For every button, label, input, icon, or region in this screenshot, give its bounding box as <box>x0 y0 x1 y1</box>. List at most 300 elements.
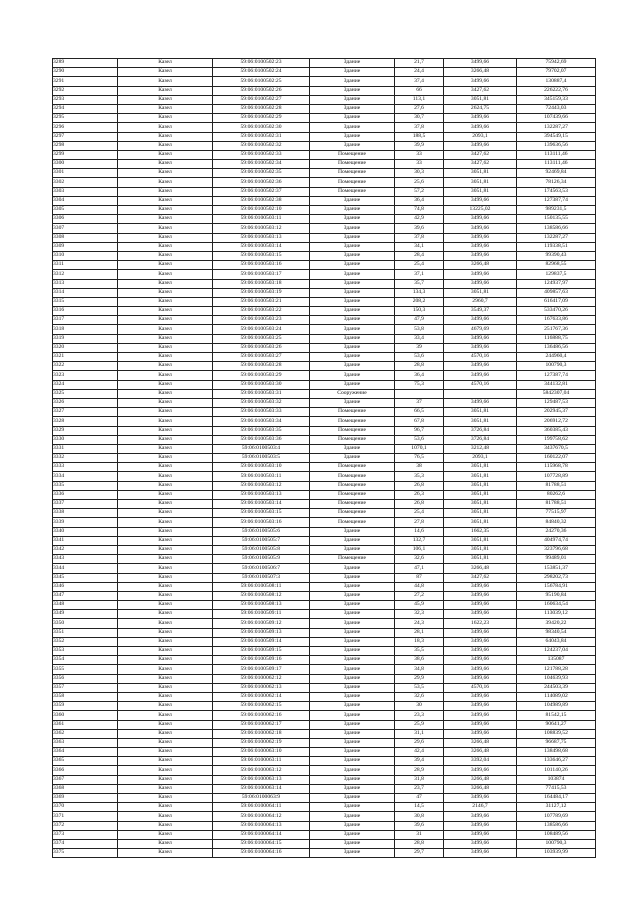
cell-cadastral-value: 100790,3 <box>517 839 596 848</box>
cell-row-number: 3336 <box>53 490 118 499</box>
cell-object-type: Здание <box>310 821 395 830</box>
cell-area: 29,9 <box>395 674 444 683</box>
cell-cadastral-number: 59:06:0100509:15 <box>213 647 310 656</box>
cell-object-type: Помещение <box>310 178 395 187</box>
table-row <box>53 720 596 729</box>
cell-cadastral-number: 59:06:0100503:15 <box>213 509 310 518</box>
cell-object-type: Здание <box>310 86 395 95</box>
cell-cadastral-value: 160122,07 <box>517 454 596 463</box>
cell-area: 34,1 <box>395 242 444 251</box>
cell-row-number: 3296 <box>53 123 118 132</box>
table-row <box>53 766 596 775</box>
cell-locality: Казел <box>118 656 213 665</box>
cell-object-type: Здание <box>310 573 395 582</box>
cell-row-number: 3352 <box>53 637 118 646</box>
cell-cadastral-number: 59:06:0100508:12 <box>213 591 310 600</box>
cell-locality: Казел <box>118 545 213 554</box>
cell-cadastral-value: 616417,09 <box>517 297 596 306</box>
cell-locality: Казел <box>118 123 213 132</box>
cell-area: 1070,1 <box>395 444 444 453</box>
cell-row-number: 3354 <box>53 656 118 665</box>
cell-area: 27,6 <box>395 104 444 113</box>
table-row <box>53 362 596 371</box>
cell-cadastral-number: 59:06:0100503:4 <box>213 444 310 453</box>
cell-cadastral-value: 104989,89 <box>517 702 596 711</box>
cell-row-number: 3366 <box>53 766 118 775</box>
cell-cadastral-number: 59:06:0100063:10 <box>213 748 310 757</box>
cell-area: 26,8 <box>395 500 444 509</box>
cell-cadastral-value: 244960,4 <box>517 353 596 362</box>
cell-cadastral-value: 129487,53 <box>517 398 596 407</box>
cell-object-type: Здание <box>310 380 395 389</box>
cell-cadastral-number: 59:06:0100062:19 <box>213 738 310 747</box>
cell-locality: Казел <box>118 206 213 215</box>
table-row <box>53 417 596 426</box>
cell-locality: Казел <box>118 435 213 444</box>
cell-locality: Казел <box>118 555 213 564</box>
cell-area: 106,1 <box>395 545 444 554</box>
cell-object-type: Здание <box>310 757 395 766</box>
cell-object-type: Помещение <box>310 150 395 159</box>
cell-locality: Казел <box>118 821 213 830</box>
cell-area: 53,6 <box>395 435 444 444</box>
cell-specific-value: 3499,66 <box>444 729 517 738</box>
cell-cadastral-number: 59:06:0100505:8 <box>213 545 310 554</box>
cell-area: 39,4 <box>395 757 444 766</box>
cell-locality: Казел <box>118 472 213 481</box>
cell-specific-value: 3499,66 <box>444 821 517 830</box>
cell-cadastral-number: 59:06:0100503:12 <box>213 224 310 233</box>
cell-locality: Казел <box>118 674 213 683</box>
cell-area: 34,8 <box>395 665 444 674</box>
cell-row-number: 3322 <box>53 362 118 371</box>
cell-cadastral-value: 298202,73 <box>517 573 596 582</box>
table-row <box>53 444 596 453</box>
table-row <box>53 95 596 104</box>
table-row <box>53 288 596 297</box>
cell-row-number: 3315 <box>53 297 118 306</box>
cell-area: 150,3 <box>395 307 444 316</box>
cell-object-type: Здание <box>310 353 395 362</box>
cell-object-type: Помещение <box>310 518 395 527</box>
cell-row-number: 3292 <box>53 86 118 95</box>
cell-specific-value: 3051,81 <box>444 536 517 545</box>
cell-row-number: 3295 <box>53 114 118 123</box>
cell-locality: Казел <box>118 398 213 407</box>
cell-object-type: Здание <box>310 619 395 628</box>
cell-cadastral-number: 59:06:0100064:11 <box>213 803 310 812</box>
cell-cadastral-value: 160634,54 <box>517 601 596 610</box>
table-row <box>53 132 596 141</box>
table-row <box>53 472 596 481</box>
cell-specific-value: 3051,81 <box>444 187 517 196</box>
cell-row-number: 3304 <box>53 196 118 205</box>
cell-row-number: 3373 <box>53 830 118 839</box>
cell-specific-value: 3499,66 <box>444 371 517 380</box>
cell-locality: Казел <box>118 325 213 334</box>
cell-area: 113,1 <box>395 95 444 104</box>
cell-area: 37,8 <box>395 233 444 242</box>
cell-area: 24,4 <box>395 68 444 77</box>
cell-object-type: Здание <box>310 371 395 380</box>
cell-cadastral-number: 59:06:0100503:35 <box>213 426 310 435</box>
table-row <box>53 233 596 242</box>
table-row <box>53 454 596 463</box>
cell-cadastral-number: 59:06:0100502:28 <box>213 104 310 113</box>
cell-cadastral-number: 59:06:0100064:15 <box>213 839 310 848</box>
cell-area: 32,3 <box>395 610 444 619</box>
cell-cadastral-number: 59:06:0100063:9 <box>213 794 310 803</box>
cell-cadastral-value: 108839,52 <box>517 729 596 738</box>
table-row <box>53 68 596 77</box>
table-row <box>53 500 596 509</box>
cell-row-number: 3307 <box>53 224 118 233</box>
table-row <box>53 426 596 435</box>
cell-row-number: 3348 <box>53 601 118 610</box>
cell-area: 25,4 <box>395 261 444 270</box>
table-row <box>53 748 596 757</box>
cell-row-number: 3300 <box>53 160 118 169</box>
cell-area: 29,7 <box>395 849 444 858</box>
cell-area: 44,8 <box>395 582 444 591</box>
cell-cadastral-value: 244503,39 <box>517 683 596 692</box>
cell-cadastral-value: 989231,5 <box>517 206 596 215</box>
table-row <box>53 784 596 793</box>
cell-row-number: 3318 <box>53 325 118 334</box>
cell-specific-value: 3499,66 <box>444 270 517 279</box>
cell-cadastral-number: 59:06:0100503:12 <box>213 481 310 490</box>
cell-row-number: 3359 <box>53 702 118 711</box>
table-row <box>53 674 596 683</box>
cell-object-type: Здание <box>310 444 395 453</box>
cell-row-number: 3345 <box>53 573 118 582</box>
cell-cadastral-value: 104639,93 <box>517 674 596 683</box>
cell-cadastral-number: 59:06:0100062:12 <box>213 674 310 683</box>
table-row <box>53 619 596 628</box>
cell-object-type: Здание <box>310 95 395 104</box>
cell-area: 87 <box>395 573 444 582</box>
cell-cadastral-value: 344132,81 <box>517 380 596 389</box>
cell-row-number: 3350 <box>53 619 118 628</box>
cell-row-number: 3365 <box>53 757 118 766</box>
cell-object-type: Здание <box>310 545 395 554</box>
cell-cadastral-value: 135087 <box>517 656 596 665</box>
cell-locality: Казел <box>118 564 213 573</box>
cell-locality: Казел <box>118 68 213 77</box>
cell-specific-value: 2960,7 <box>444 297 517 306</box>
cell-locality: Казел <box>118 371 213 380</box>
cell-specific-value: 3499,66 <box>444 224 517 233</box>
cell-specific-value: 3051,81 <box>444 518 517 527</box>
cell-cadastral-number: 59:06:0100502:33 <box>213 150 310 159</box>
cell-cadastral-number: 59:06:0100062:16 <box>213 711 310 720</box>
cell-cadastral-value: 124937,97 <box>517 279 596 288</box>
cell-object-type: Здание <box>310 206 395 215</box>
cell-locality: Казел <box>118 196 213 205</box>
cell-row-number: 3342 <box>53 545 118 554</box>
cell-specific-value: 2146,7 <box>444 803 517 812</box>
cell-row-number: 3374 <box>53 839 118 848</box>
cell-object-type: Здание <box>310 196 395 205</box>
table-row <box>53 692 596 701</box>
cell-cadastral-value: 107789,69 <box>517 812 596 821</box>
cell-cadastral-number: 59:06:0100502:30 <box>213 123 310 132</box>
cell-object-type: Здание <box>310 812 395 821</box>
cell-area: 66 <box>395 86 444 95</box>
table-row <box>53 104 596 113</box>
cell-row-number: 3357 <box>53 683 118 692</box>
cell-object-type: Здание <box>310 297 395 306</box>
cell-object-type: Помещение <box>310 555 395 564</box>
cell-cadastral-number: 59:06:0100503:14 <box>213 242 310 251</box>
cell-cadastral-value: 31127,12 <box>517 803 596 812</box>
cell-row-number: 3332 <box>53 454 118 463</box>
cell-row-number: 3331 <box>53 444 118 453</box>
table-row <box>53 610 596 619</box>
table-row <box>53 794 596 803</box>
cell-cadastral-number: 59:06:0100502:34 <box>213 160 310 169</box>
cell-locality: Казел <box>118 481 213 490</box>
cell-locality: Казел <box>118 362 213 371</box>
cell-cadastral-value: 3437670,5 <box>517 444 596 453</box>
cell-locality: Казел <box>118 720 213 729</box>
cell-area: 28,8 <box>395 362 444 371</box>
cell-area: 28,4 <box>395 251 444 260</box>
cell-cadastral-value: 533470,26 <box>517 307 596 316</box>
cell-specific-value: 3051,81 <box>444 509 517 518</box>
cell-cadastral-number: 59:06:0100502:23 <box>213 59 310 68</box>
cell-cadastral-value: 251767,36 <box>517 325 596 334</box>
cell-object-type: Здание <box>310 775 395 784</box>
cell-object-type: Здание <box>310 738 395 747</box>
cell-object-type: Здание <box>310 674 395 683</box>
cell-area: 27,2 <box>395 591 444 600</box>
cell-area: 14,5 <box>395 803 444 812</box>
table-row <box>53 307 596 316</box>
table-row <box>53 297 596 306</box>
cell-area: 35,3 <box>395 472 444 481</box>
cell-cadastral-number: 59:06:0100505:9 <box>213 555 310 564</box>
cell-cadastral-value: 206912,72 <box>517 417 596 426</box>
cell-locality: Казел <box>118 803 213 812</box>
cell-object-type: Здание <box>310 766 395 775</box>
cell-cadastral-value: 107728,89 <box>517 472 596 481</box>
cell-cadastral-number: 59:06:0100502:32 <box>213 141 310 150</box>
cell-row-number: 3363 <box>53 738 118 747</box>
cell-specific-value: 3499,66 <box>444 591 517 600</box>
table-row <box>53 279 596 288</box>
cell-row-number: 3327 <box>53 408 118 417</box>
cell-locality: Казел <box>118 830 213 839</box>
table-row <box>53 463 596 472</box>
cell-object-type: Помещение <box>310 417 395 426</box>
cell-cadastral-value: 107439,66 <box>517 114 596 123</box>
cell-cadastral-value: 101140,26 <box>517 766 596 775</box>
cell-object-type: Здание <box>310 564 395 573</box>
cell-specific-value: 3499,66 <box>444 362 517 371</box>
cell-locality: Казел <box>118 132 213 141</box>
cell-area <box>395 389 444 398</box>
cell-area: 33,4 <box>395 334 444 343</box>
table-row <box>53 398 596 407</box>
cell-row-number: 3329 <box>53 426 118 435</box>
cell-area: 74,8 <box>395 206 444 215</box>
cell-specific-value: 3051,81 <box>444 500 517 509</box>
table-row <box>53 251 596 260</box>
cell-row-number: 3333 <box>53 463 118 472</box>
cell-cadastral-number: 59:06:0100503:22 <box>213 307 310 316</box>
cell-specific-value: 3499,66 <box>444 647 517 656</box>
cell-area: 36,4 <box>395 196 444 205</box>
cell-cadastral-number: 59:06:0100502:29 <box>213 114 310 123</box>
cell-cadastral-value: 99489,01 <box>517 555 596 564</box>
cell-cadastral-number: 59:06:0100503:21 <box>213 297 310 306</box>
cell-cadastral-number: 59:06:0100064:16 <box>213 849 310 858</box>
cell-cadastral-value: 124237,04 <box>517 647 596 656</box>
cell-locality: Казел <box>118 104 213 113</box>
cell-locality: Казел <box>118 601 213 610</box>
table-row <box>53 224 596 233</box>
cell-cadastral-number: 59:06:0100503:5 <box>213 454 310 463</box>
cell-cadastral-number: 59:06:0100503:13 <box>213 490 310 499</box>
cell-row-number: 3369 <box>53 794 118 803</box>
cell-cadastral-number: 59:06:0100502:36 <box>213 178 310 187</box>
cell-area: 26,8 <box>395 481 444 490</box>
cell-cadastral-value: 77415,53 <box>517 784 596 793</box>
cell-object-type: Здание <box>310 141 395 150</box>
cell-object-type: Здание <box>310 720 395 729</box>
table-row <box>53 353 596 362</box>
cell-area: 18,3 <box>395 637 444 646</box>
table-body <box>53 59 596 858</box>
cell-cadastral-number: 59:06:0100062:14 <box>213 692 310 701</box>
cell-object-type: Здание <box>310 343 395 352</box>
table-row <box>53 334 596 343</box>
cell-cadastral-value: 90641,27 <box>517 720 596 729</box>
cell-row-number: 3289 <box>53 59 118 68</box>
cell-cadastral-value: 121788,28 <box>517 665 596 674</box>
cell-locality: Казел <box>118 729 213 738</box>
cell-specific-value: 3051,81 <box>444 169 517 178</box>
cell-area: 47,1 <box>395 564 444 573</box>
cell-specific-value: 3499,66 <box>444 637 517 646</box>
cell-locality: Казел <box>118 334 213 343</box>
cell-cadastral-value: 127387,74 <box>517 371 596 380</box>
cell-locality: Казел <box>118 711 213 720</box>
cell-cadastral-number: 59:06:0100503:16 <box>213 518 310 527</box>
cell-locality: Казел <box>118 261 213 270</box>
cell-specific-value: 2093,1 <box>444 454 517 463</box>
cell-cadastral-value: 114089,02 <box>517 692 596 701</box>
cell-row-number: 3305 <box>53 206 118 215</box>
cell-specific-value: 3051,81 <box>444 463 517 472</box>
cell-row-number: 3310 <box>53 251 118 260</box>
cell-cadastral-number: 59:06:0100503:34 <box>213 417 310 426</box>
cell-specific-value: 3499,66 <box>444 123 517 132</box>
cell-object-type: Помещение <box>310 472 395 481</box>
cell-locality: Казел <box>118 610 213 619</box>
cell-specific-value: 3499,66 <box>444 316 517 325</box>
table-row <box>53 812 596 821</box>
table-row <box>53 325 596 334</box>
cell-object-type: Здание <box>310 601 395 610</box>
table-row <box>53 591 596 600</box>
cell-locality: Казел <box>118 343 213 352</box>
cell-object-type: Помещение <box>310 169 395 178</box>
cell-locality: Казел <box>118 380 213 389</box>
cell-row-number: 3301 <box>53 169 118 178</box>
cell-area: 53,6 <box>395 353 444 362</box>
table-row <box>53 160 596 169</box>
cell-row-number: 3317 <box>53 316 118 325</box>
cell-area: 28,8 <box>395 839 444 848</box>
cell-locality: Казел <box>118 738 213 747</box>
cell-cadastral-value: 174563,53 <box>517 187 596 196</box>
cell-area: 35,7 <box>395 279 444 288</box>
cell-locality: Казел <box>118 665 213 674</box>
cell-object-type: Помещение <box>310 500 395 509</box>
cell-locality: Казел <box>118 573 213 582</box>
table-row <box>53 738 596 747</box>
cell-area: 47,9 <box>395 316 444 325</box>
cell-cadastral-value: 164484,17 <box>517 794 596 803</box>
cell-cadastral-number: 59:06:0100063:13 <box>213 775 310 784</box>
cell-locality: Казел <box>118 509 213 518</box>
cell-row-number: 3324 <box>53 380 118 389</box>
cell-object-type: Здание <box>310 665 395 674</box>
cell-cadastral-value: 75942,69 <box>517 59 596 68</box>
cell-object-type: Здание <box>310 536 395 545</box>
table-row <box>53 849 596 858</box>
cell-row-number: 3353 <box>53 647 118 656</box>
cell-cadastral-value: 100790,3 <box>517 362 596 371</box>
cell-row-number: 3303 <box>53 187 118 196</box>
cell-cadastral-number: 59:06:0100503:15 <box>213 251 310 260</box>
cell-cadastral-value: 150135,55 <box>517 215 596 224</box>
cell-specific-value: 3051,81 <box>444 408 517 417</box>
cell-cadastral-value: 115968,78 <box>517 463 596 472</box>
cell-cadastral-value: 113111,46 <box>517 160 596 169</box>
cell-row-number: 3338 <box>53 509 118 518</box>
cell-area: 39 <box>395 343 444 352</box>
cell-area: 31 <box>395 830 444 839</box>
cell-cadastral-number: 59:06:0100063:14 <box>213 784 310 793</box>
cell-specific-value: 3051,81 <box>444 95 517 104</box>
cell-row-number: 3326 <box>53 398 118 407</box>
cell-area: 53,8 <box>395 325 444 334</box>
cell-specific-value: 3499,66 <box>444 794 517 803</box>
cell-specific-value: 3499,66 <box>444 114 517 123</box>
cell-locality: Казел <box>118 408 213 417</box>
table-row <box>53 371 596 380</box>
cell-locality: Казел <box>118 748 213 757</box>
table-row <box>53 389 596 398</box>
cell-specific-value: 3051,81 <box>444 178 517 187</box>
cell-locality: Казел <box>118 536 213 545</box>
cell-locality: Казел <box>118 307 213 316</box>
cell-specific-value: 3499,66 <box>444 398 517 407</box>
cell-specific-value: 3499,66 <box>444 196 517 205</box>
cell-object-type: Здание <box>310 251 395 260</box>
cell-cadastral-value: 24270,36 <box>517 527 596 536</box>
cell-row-number: 3370 <box>53 803 118 812</box>
cell-row-number: 3325 <box>53 389 118 398</box>
cell-cadastral-value: 92469,84 <box>517 169 596 178</box>
cell-specific-value: 3499,66 <box>444 233 517 242</box>
cell-object-type: Здание <box>310 215 395 224</box>
cell-cadastral-value: 360385,43 <box>517 426 596 435</box>
cell-locality: Казел <box>118 463 213 472</box>
